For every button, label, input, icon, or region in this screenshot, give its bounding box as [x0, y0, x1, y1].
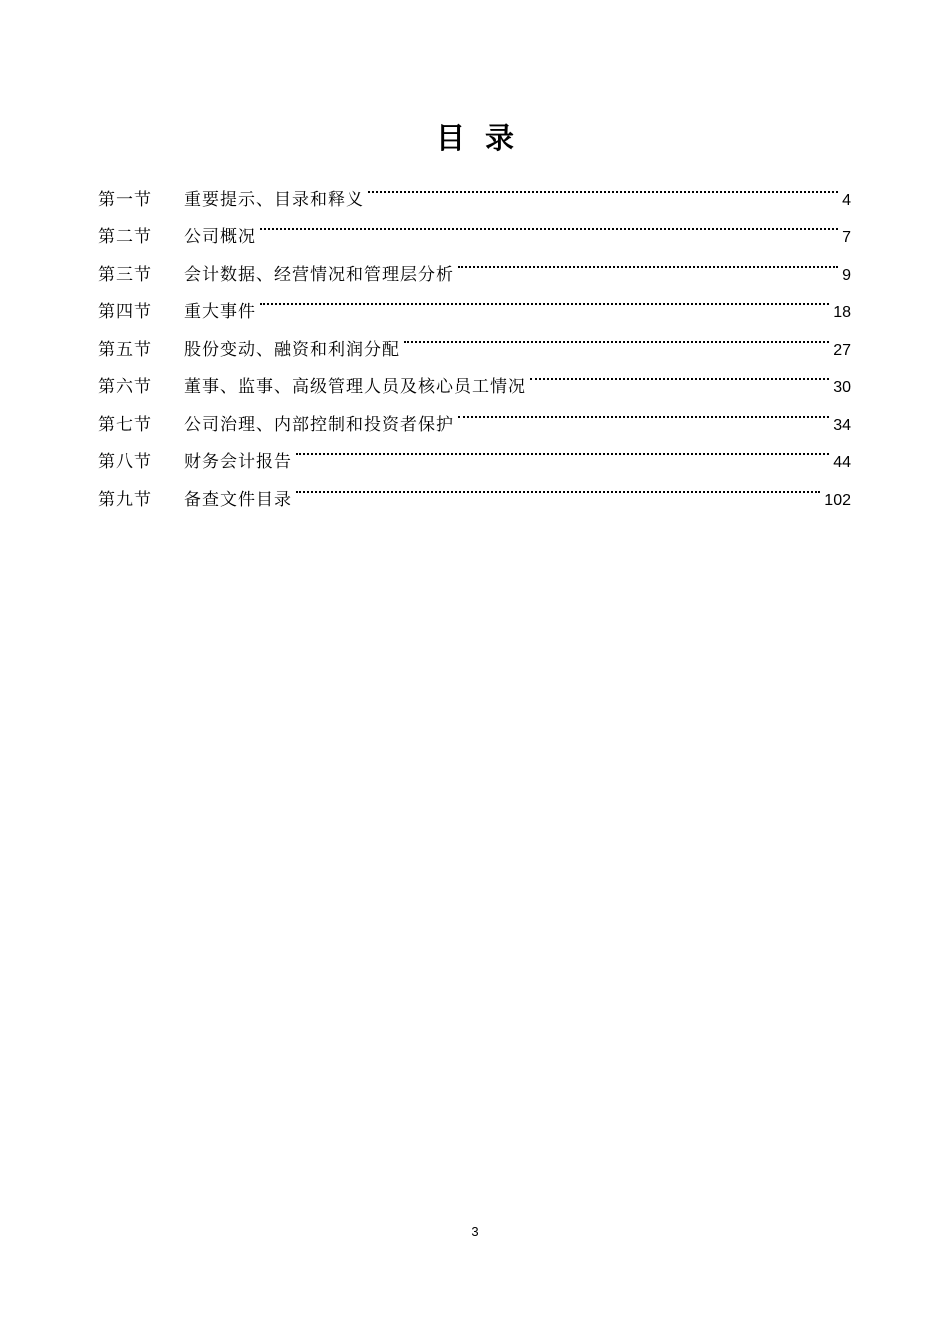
- page-title: 目录: [435, 121, 534, 155]
- toc-dot-leader: [458, 392, 829, 430]
- toc-page-number: 102: [824, 491, 851, 509]
- table-of-contents: [98, 167, 851, 510]
- toc-entry-title: 会计数据、经营情况和管理层分析: [184, 264, 454, 285]
- toc-entry-title: 董事、监事、高级管理人员及核心员工情况: [184, 377, 526, 397]
- toc-dot-leader: [368, 167, 838, 205]
- toc-dot-leader: [404, 317, 829, 355]
- toc-section-label: 第三节: [98, 264, 152, 285]
- toc-page-number: 9: [842, 266, 851, 284]
- toc-section-label: 第六节: [98, 377, 152, 397]
- toc-dot-leader: [260, 280, 829, 318]
- toc-entry-title: 财务会计报告: [184, 452, 292, 472]
- toc-section-label: 第二节: [98, 227, 152, 247]
- toc-entry-title: 重大事件: [184, 302, 256, 322]
- toc-dot-leader: [530, 355, 829, 393]
- toc-section-label: 第五节: [98, 339, 152, 360]
- toc-page-number: 4: [842, 191, 851, 209]
- toc-entry-title: 股份变动、融资和利润分配: [184, 339, 400, 360]
- toc-section-label: 第四节: [98, 302, 152, 322]
- toc-page-number: 34: [833, 416, 851, 434]
- toc-dot-leader: [260, 205, 838, 243]
- toc-entry-title: 公司概况: [184, 227, 256, 247]
- toc-entry-title: 重要提示、目录和释义: [184, 189, 364, 210]
- toc-section-label: 第一节: [98, 189, 152, 210]
- toc-entry-title: 备查文件目录: [184, 489, 292, 510]
- toc-page-number: 18: [833, 304, 851, 321]
- toc-page-number: 44: [833, 454, 851, 471]
- toc-page-number: 7: [842, 229, 851, 246]
- toc-dot-leader: [296, 467, 820, 505]
- toc-entry-title: 公司治理、内部控制和投资者保护: [184, 414, 454, 435]
- toc-dot-leader: [296, 430, 829, 468]
- page-number: 3: [471, 1224, 479, 1239]
- toc-dot-leader: [458, 242, 838, 280]
- toc-section-label: 第八节: [98, 452, 152, 472]
- toc-page-number: 30: [833, 379, 851, 396]
- toc-page-number: 27: [833, 341, 851, 359]
- toc-entry-1[interactable]: [98, 167, 851, 210]
- toc-section-label: 第九节: [98, 489, 152, 510]
- toc-section-label: 第七节: [98, 414, 152, 435]
